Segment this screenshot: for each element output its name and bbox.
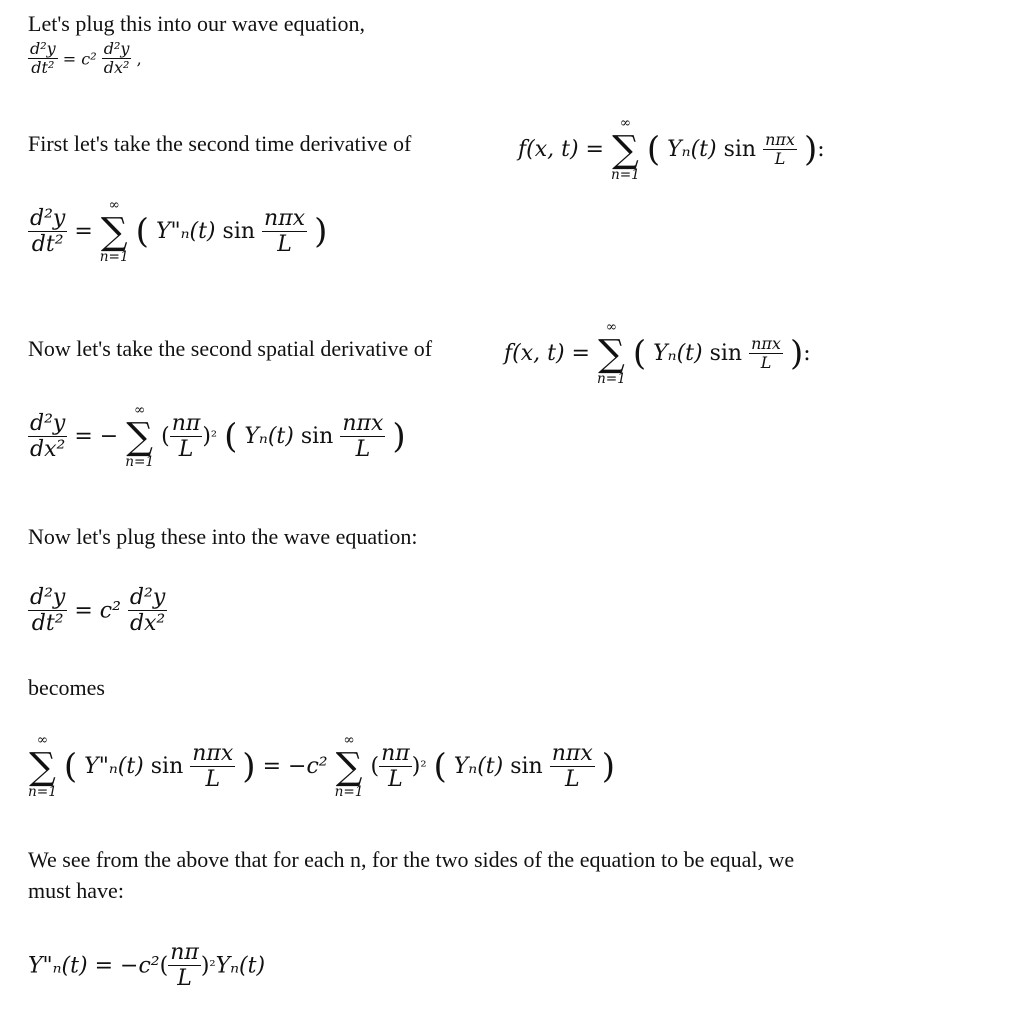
sum-lower: n=1 <box>610 167 640 184</box>
equals-sign: = <box>74 424 93 450</box>
denominator: dx² <box>30 437 66 463</box>
sin-function: sin <box>150 754 184 780</box>
spatial-derivative-text <box>28 335 432 363</box>
squared-exponent: ² <box>420 757 427 776</box>
numerator: nπx <box>551 740 593 766</box>
second-spatial-derivative-equation: $\frac{\text{d²y}}{\text{dx²}}$ = − ∞ ∑ n=1 ( $\frac{n\pi}{L}$ )² ( Yₙ(t) sin $\frac{\text{nπx}}{L}$ ) <box>30 402 406 471</box>
sum-upper: ∞ <box>108 197 120 213</box>
f-definition-1: f(x, t) = ∞ ∑ n=1 ( Yₙ(t) sin $\frac{\text{nπx}}{L}$ ): <box>518 115 825 184</box>
sum-upper: ∞ <box>133 402 146 418</box>
sin-function: sin <box>222 219 256 245</box>
numerator: nπ <box>381 740 410 766</box>
numerator: d²y <box>30 39 56 58</box>
f-of-x-t: f(x, t) = <box>518 137 604 163</box>
squared-exponent: ² <box>209 956 216 975</box>
y-n-of-t: Yₙ(t) <box>244 424 294 450</box>
denominator: L <box>178 437 194 463</box>
sum-upper: ∞ <box>343 732 355 748</box>
sum-symbol: ∞ ∑ n=1 <box>125 402 155 471</box>
c-squared: c² <box>81 49 97 69</box>
sum-symbol: ∞ ∑ n=1 <box>610 115 640 184</box>
denominator: L <box>205 767 221 793</box>
fraction-d2y-dx2 <box>28 411 67 463</box>
sum-lower: n=1 <box>125 454 155 471</box>
spatial-derivative-label: Now let's take the second spatial derivative of <box>28 336 433 361</box>
fraction-npix-L <box>550 741 595 793</box>
numerator: nπx <box>765 129 795 149</box>
numerator: nπx <box>342 410 384 436</box>
sum-upper: ∞ <box>605 319 618 335</box>
denominator: L <box>277 232 292 258</box>
numerator: d²y <box>129 585 166 610</box>
numerator: nπx <box>264 205 306 231</box>
colon: : <box>803 341 811 367</box>
equals-sign: = <box>74 219 93 245</box>
denominator: dt² <box>31 611 64 637</box>
f-of-x-t: f(x, t) = <box>504 341 590 367</box>
minus-sign: − <box>99 424 119 450</box>
y-double-prime-n-of-t: Y"ₙ(t) <box>28 953 88 979</box>
minus-c-squared: −c² <box>120 953 160 979</box>
sum-lower: n=1 <box>99 249 129 266</box>
sin-function: sin <box>723 137 757 163</box>
sin-function: sin <box>709 341 743 367</box>
denominator: dt² <box>31 232 64 258</box>
fraction-npi-L <box>170 411 203 463</box>
numerator: nπx <box>192 740 234 766</box>
conclusion-text-line2: must have: <box>28 878 124 903</box>
sum-lower: n=1 <box>596 371 626 388</box>
fraction-npix-L <box>262 206 307 258</box>
fraction-npix-L <box>190 741 235 793</box>
numerator: nπ <box>170 940 199 965</box>
sin-function: sin <box>300 424 334 450</box>
conclusion-text-line1: We see from the above that for each n, for the two sides of the equation to be equal, we <box>28 847 795 872</box>
second-time-derivative-equation: $\frac{\text{d²y}}{\text{dt²}}$ = ∞ ∑ n=1 ( Y"ₙ(t) sin $\frac{\text{nπx}}{L}$ ) <box>30 197 328 266</box>
wave-equation <box>28 585 167 637</box>
fraction-npix-L <box>763 131 797 169</box>
y-n-of-t: Yₙ(t) <box>653 341 703 367</box>
colon: : <box>817 137 825 163</box>
fraction-d2y-dt2 <box>28 585 67 637</box>
equals-sign: = <box>94 953 114 979</box>
equals-sign: = <box>74 598 93 624</box>
c-squared: c² <box>99 598 121 624</box>
fraction-d2y-dt2 <box>28 206 67 258</box>
sum-lower: n=1 <box>28 784 57 801</box>
time-derivative-label: First let's take the second time derivative of <box>28 131 412 156</box>
fraction-d2y-dt2 <box>28 40 58 78</box>
time-derivative-text <box>28 130 411 158</box>
fraction-npix-L <box>340 411 385 463</box>
sum-symbol: ∞ ∑ n=1 <box>99 197 129 266</box>
fraction-npix-L <box>749 335 783 373</box>
numerator: d²y <box>30 585 66 610</box>
denominator: L <box>177 966 192 992</box>
fraction-d2y-dx2 <box>128 585 167 637</box>
sum-upper: ∞ <box>36 732 49 748</box>
denominator: L <box>774 149 786 169</box>
sum-symbol: ∞ ∑ n=1 <box>596 319 626 388</box>
combined-equation: ∞ ∑ n=1 ( Y"ₙ(t) sin $\frac{\text{nπx}}{L}$ ) = −c² ∞ ∑ n=1 ( $\frac{n\pi}{L}$ )² ( Yₙ(t) sin $\frac{\text{nπx}}{L}$ ) <box>28 732 616 801</box>
y-n-of-t: Yₙ(t) <box>667 137 717 163</box>
numerator: d²y <box>30 205 66 231</box>
sum-symbol-right: ∞ ∑ n=1 <box>334 732 364 801</box>
y-double-prime-n-of-t: Y"ₙ(t) <box>84 754 144 780</box>
comma: , <box>136 49 142 69</box>
equals-sign: = <box>62 49 77 69</box>
denominator: L <box>355 437 371 463</box>
equals-sign: = <box>262 754 282 780</box>
denominator: dt² <box>31 58 55 78</box>
denominator: dx² <box>103 58 130 78</box>
denominator: L <box>388 767 403 793</box>
f-definition-2: f(x, t) = ∞ ∑ n=1 ( Yₙ(t) sin $\frac{\text{nπx}}{L}$ ): <box>504 319 811 388</box>
wave-equation-small <box>28 40 142 78</box>
numerator: nπx <box>751 333 781 353</box>
sum-symbol-left: ∞ ∑ n=1 <box>28 732 57 801</box>
sin-function: sin <box>510 754 543 780</box>
squared-exponent: ² <box>210 427 218 446</box>
numerator: d²y <box>30 410 66 436</box>
fraction-d2y-dx2 <box>102 40 132 78</box>
becomes-text: becomes <box>28 675 105 700</box>
plug-in-text: Now let's plug these into the wave equation: <box>28 524 418 549</box>
y-n-of-t: Yₙ(t) <box>215 953 266 979</box>
denominator: L <box>760 353 772 373</box>
fraction-npi-L <box>379 741 412 793</box>
fraction-npi-L <box>168 940 201 992</box>
denominator: dx² <box>129 611 166 637</box>
numerator: nπ <box>171 410 201 436</box>
numerator: d²y <box>103 39 130 58</box>
y-n-of-t: Yₙ(t) <box>453 754 504 780</box>
minus-c-squared: −c² <box>288 754 328 780</box>
sum-lower: n=1 <box>334 784 364 801</box>
y-double-prime-n-of-t: Y"ₙ(t) <box>155 219 216 245</box>
denominator: L <box>564 767 580 793</box>
sum-upper: ∞ <box>619 115 632 131</box>
final-ode-equation: Y"ₙ(t) = −c²( $\frac{n\pi}{L}$ )²Yₙ(t) <box>28 940 266 992</box>
intro-text: Let's plug this into our wave equation, <box>28 11 365 36</box>
